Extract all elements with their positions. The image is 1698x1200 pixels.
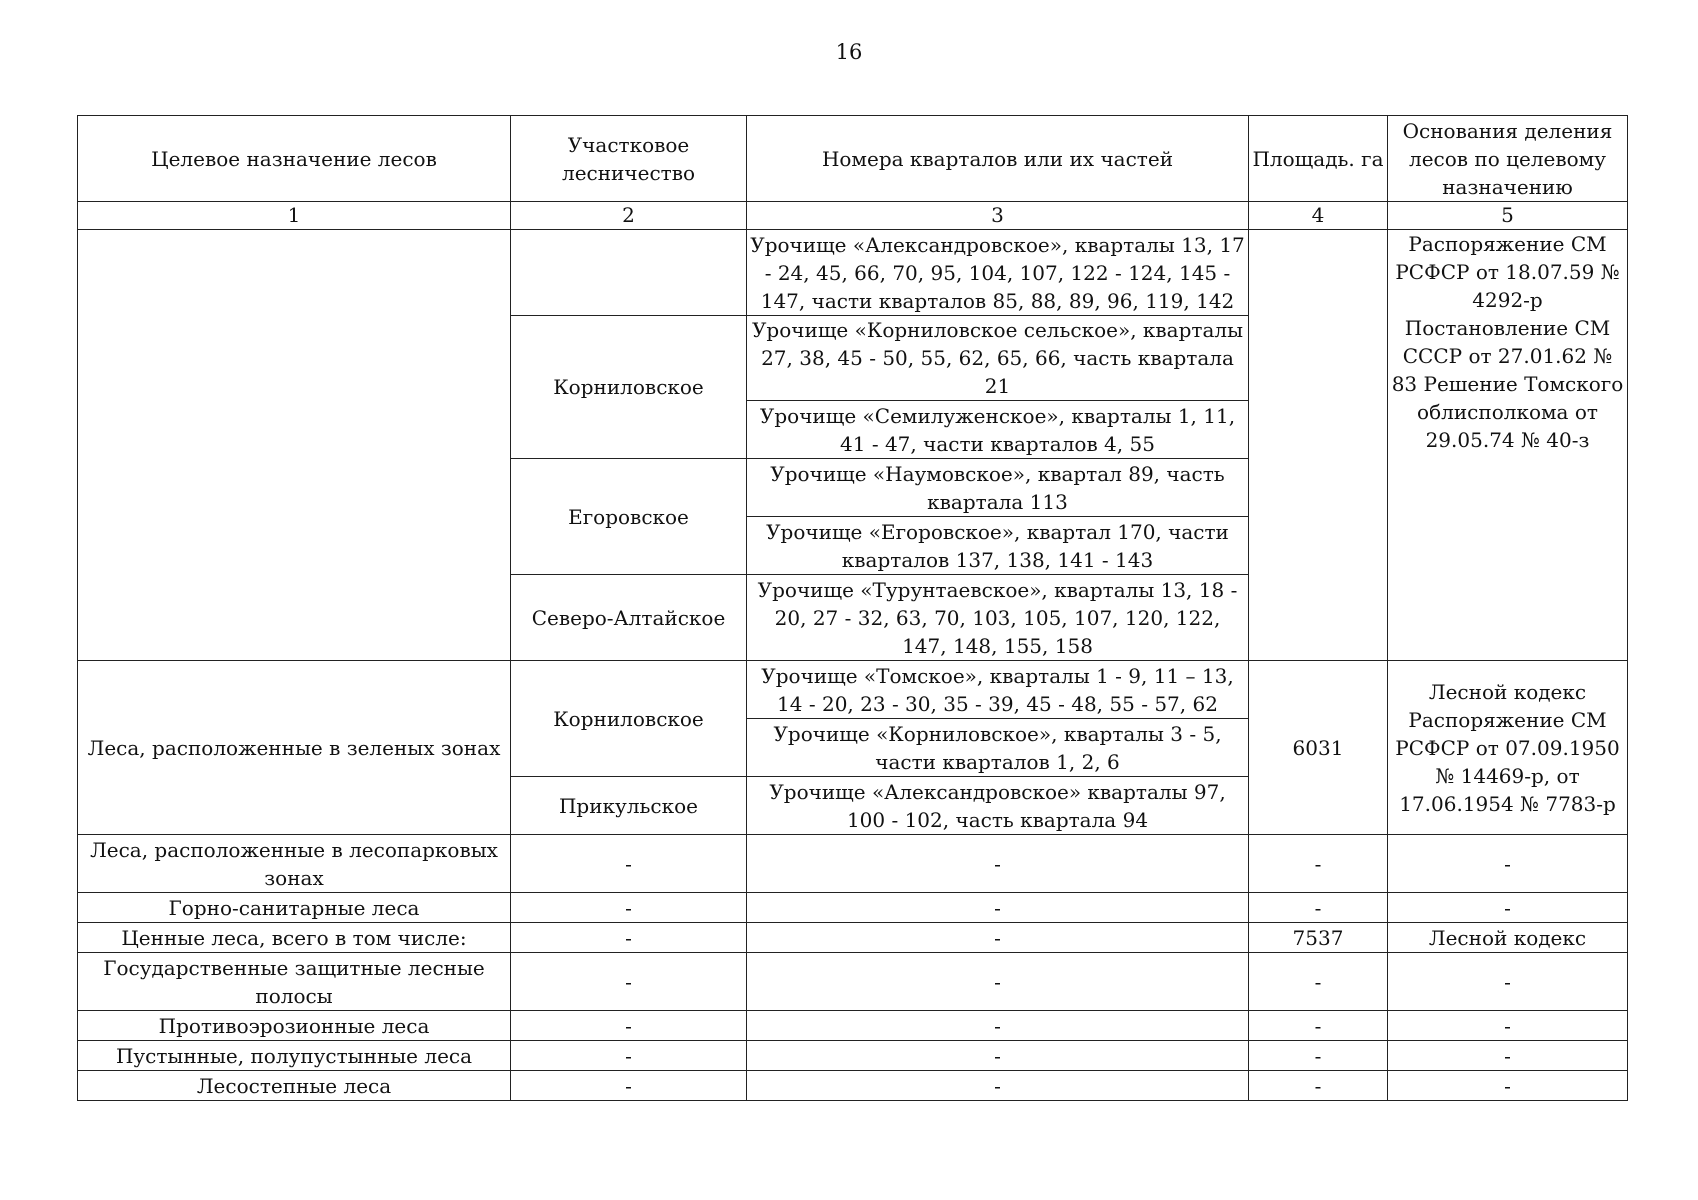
purpose-cell: Государственные защитные лесные полосы (78, 953, 511, 1011)
purpose-cell: Пустынные, полупустынные леса (78, 1041, 511, 1071)
forestry-cell: - (511, 1071, 747, 1101)
forestry-cell: - (511, 893, 747, 923)
table-row (78, 953, 1628, 1011)
area-cell: 7537 (1249, 923, 1388, 953)
forestry-cell: Корниловское (511, 316, 747, 459)
purpose-cell: Лесостепные леса (78, 1071, 511, 1101)
basis-cell: Лесной кодекс Распоряжение СМ РСФСР от 07.09.1950 № 14469-р, от 17.06.1954 № 7783-р (1388, 661, 1628, 835)
table-row (78, 835, 1628, 893)
purpose-cell: Леса, расположенные в лесопарковых зонах (78, 835, 511, 893)
quarters-cell: Урочище «Семилуженское», кварталы 1, 11, 41 - 47, части кварталов 4, 55 (747, 401, 1249, 459)
basis-cell: - (1388, 893, 1628, 923)
area-cell: 6031 (1249, 661, 1388, 835)
forestry-cell: Корниловское (511, 661, 747, 777)
column-number: 2 (511, 202, 747, 230)
table-row (78, 230, 1628, 316)
quarters-cell: Урочище «Александровское» кварталы 97, 100 - 102, часть квартала 94 (747, 777, 1249, 835)
column-number: 1 (78, 202, 511, 230)
purpose-cell (78, 230, 511, 661)
page-number: 16 (835, 40, 863, 64)
quarters-cell: Урочище «Александровское», кварталы 13, 17 - 24, 45, 66, 70, 95, 104, 107, 122 - 124, 145 - 147, части кварталов 85, 88, 89, 96, 119, 142 (747, 230, 1249, 316)
table-row (78, 923, 1628, 953)
area-cell: - (1249, 953, 1388, 1011)
header-quarters: Номера кварталов или их частей (747, 116, 1249, 202)
forestry-cell: - (511, 953, 747, 1011)
forestry-cell (511, 230, 747, 316)
column-number: 5 (1388, 202, 1628, 230)
purpose-cell: Леса, расположенные в зеленых зонах (78, 661, 511, 835)
basis-cell: - (1388, 1011, 1628, 1041)
forestry-cell: Прикульское (511, 777, 747, 835)
column-number: 3 (747, 202, 1249, 230)
area-cell: - (1249, 1011, 1388, 1041)
area-cell: - (1249, 835, 1388, 893)
basis-cell: - (1388, 1041, 1628, 1071)
quarters-cell: Урочище «Корниловское», кварталы 3 - 5, части кварталов 1, 2, 6 (747, 719, 1249, 777)
table-row (78, 661, 1628, 719)
forestry-cell: - (511, 923, 747, 953)
table-row (78, 1011, 1628, 1041)
forestry-cell: - (511, 1041, 747, 1071)
header-row (78, 116, 1628, 202)
forestry-cell: Северо-Алтайское (511, 575, 747, 661)
column-number-row (78, 202, 1628, 230)
forestry-cell: - (511, 835, 747, 893)
quarters-cell: Урочище «Томское», кварталы 1 - 9, 11 – 13, 14 - 20, 23 - 30, 35 - 39, 45 - 48, 55 - 57, 62 (747, 661, 1249, 719)
quarters-cell: - (747, 1011, 1249, 1041)
basis-cell: Лесной кодекс (1388, 923, 1628, 953)
purpose-cell: Противоэрозионные леса (78, 1011, 511, 1041)
basis-cell: - (1388, 953, 1628, 1011)
area-cell: - (1249, 1041, 1388, 1071)
header-forestry: Участковое лесничество (511, 116, 747, 202)
quarters-cell: Урочище «Турунтаевское», кварталы 13, 18 - 20, 27 - 32, 63, 70, 103, 105, 107, 120, 122, 147, 148, 155, 158 (747, 575, 1249, 661)
basis-cell: - (1388, 835, 1628, 893)
table-row (78, 1071, 1628, 1101)
forestry-cell: - (511, 1011, 747, 1041)
forest-purpose-table (77, 115, 1628, 1101)
table-row (78, 1041, 1628, 1071)
area-cell (1249, 230, 1388, 661)
quarters-cell: - (747, 923, 1249, 953)
quarters-cell: Урочище «Егоровское», квартал 170, части кварталов 137, 138, 141 - 143 (747, 517, 1249, 575)
basis-cell: Распоряжение СМ РСФСР от 18.07.59 № 4292-р Постановление СМ СССР от 27.01.62 № 83 Решение Томского облисполкома от 29.05.74 № 40-з (1388, 230, 1628, 661)
area-cell: - (1249, 1071, 1388, 1101)
table-row (78, 893, 1628, 923)
purpose-cell: Ценные леса, всего в том числе: (78, 923, 511, 953)
quarters-cell: - (747, 835, 1249, 893)
quarters-cell: - (747, 953, 1249, 1011)
quarters-cell: - (747, 893, 1249, 923)
basis-cell: - (1388, 1071, 1628, 1101)
column-number: 4 (1249, 202, 1388, 230)
quarters-cell: - (747, 1041, 1249, 1071)
header-area: Площадь. га (1249, 116, 1388, 202)
area-cell: - (1249, 893, 1388, 923)
header-basis: Основания деления лесов по целевому назначению (1388, 116, 1628, 202)
quarters-cell: - (747, 1071, 1249, 1101)
quarters-cell: Урочище «Корниловское сельское», кварталы 27, 38, 45 - 50, 55, 62, 65, 66, часть квартала 21 (747, 316, 1249, 401)
quarters-cell: Урочище «Наумовское», квартал 89, часть квартала 113 (747, 459, 1249, 517)
forestry-cell: Егоровское (511, 459, 747, 575)
header-purpose: Целевое назначение лесов (78, 116, 511, 202)
purpose-cell: Горно-санитарные леса (78, 893, 511, 923)
